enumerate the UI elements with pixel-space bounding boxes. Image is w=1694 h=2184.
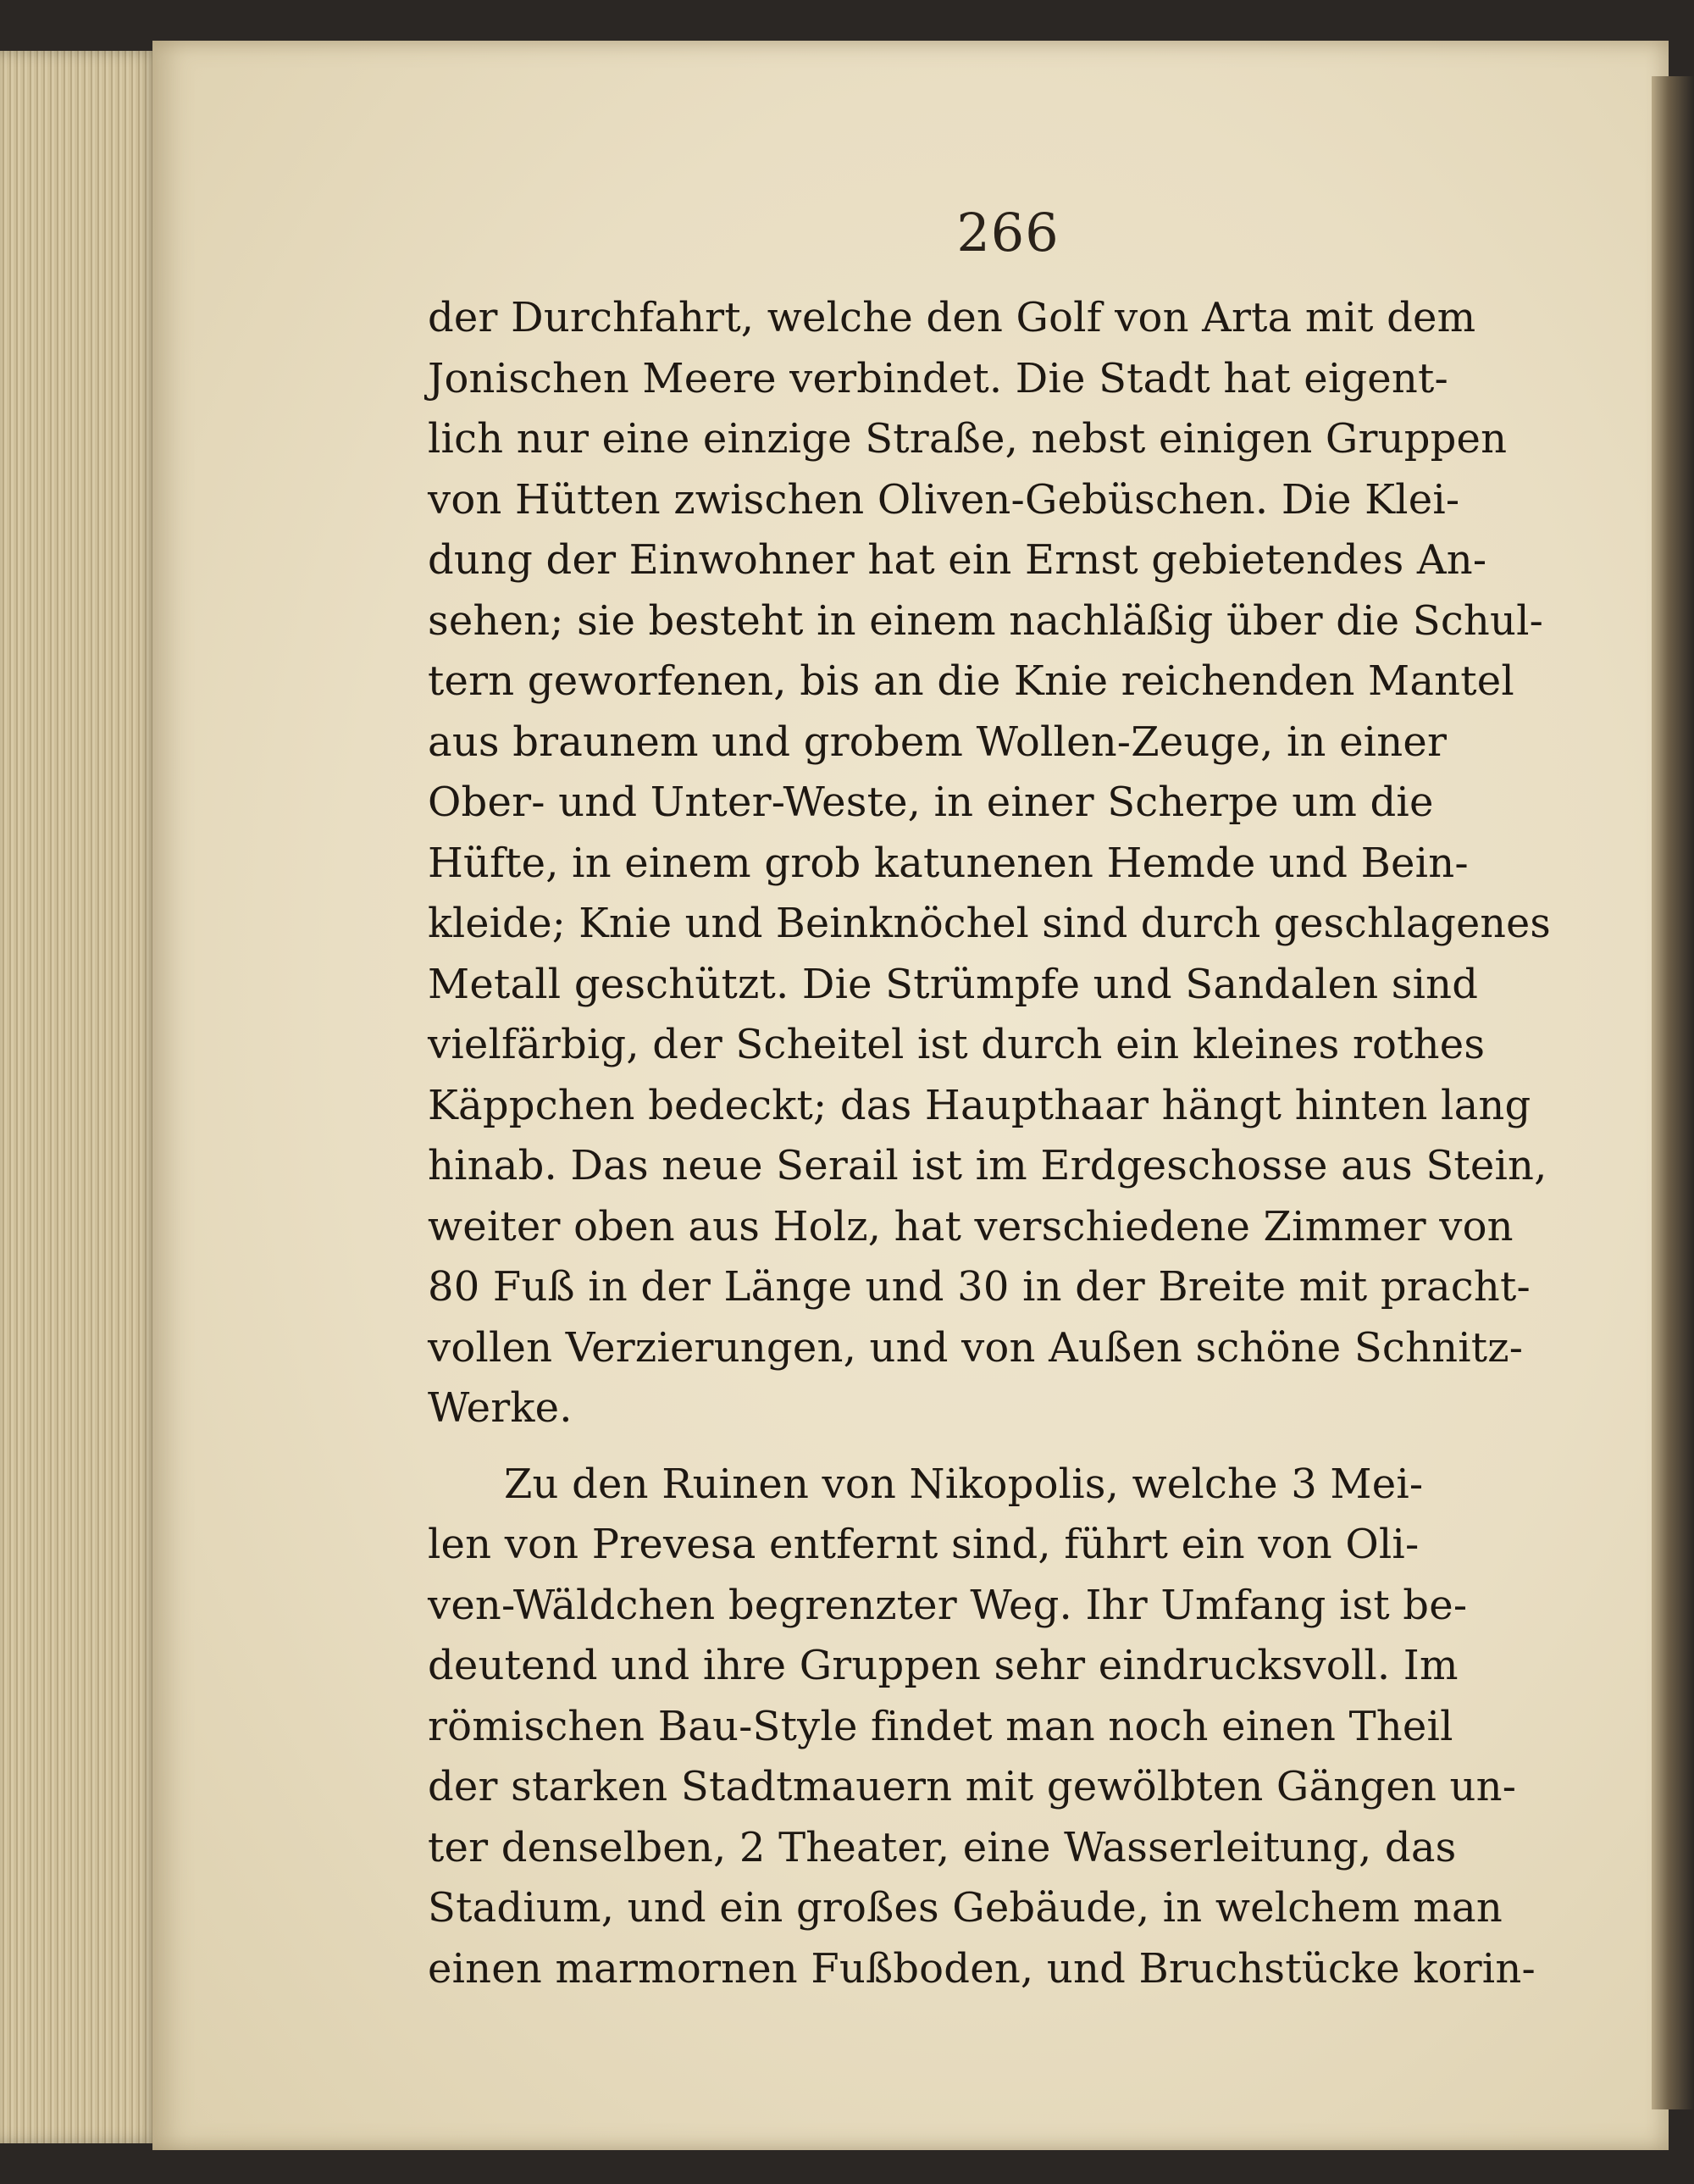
text-line: lich nur eine einzige Straße, nebst einigen Gruppen	[428, 415, 1508, 463]
text-line: kleide; Knie und Beinknöchel sind durch geschlagenes	[428, 901, 1551, 947]
text-line: vollen Verzierungen, und von Außen schöne Schnitz-	[428, 1323, 1524, 1372]
text-line: ven-Wäldchen begrenzter Weg. Ihr Umfang ist be-	[428, 1581, 1468, 1629]
text-line: deutend und ihre Gruppen sehr eindrucksvoll. Im	[428, 1642, 1459, 1689]
text-line: römischen Bau-Style findet man noch einen Theil	[428, 1702, 1453, 1750]
left-page-stack	[0, 51, 161, 2143]
text-line: tern geworfenen, bis an die Knie reichenden Mantel	[428, 657, 1514, 705]
text-line: ter denselben, 2 Theater, eine Wasserleitung, das	[428, 1823, 1457, 1871]
right-page-edge	[1652, 76, 1694, 2109]
text-line: Zu den Ruinen von Nikopolis, welche 3 Mei-	[504, 1460, 1424, 1508]
paragraph-spacer	[428, 1439, 1563, 1455]
text-line: weiter oben aus Holz, hat verschiedene Zimmer von	[428, 1202, 1514, 1250]
text-line: aus braunem und grobem Wollen-Zeuge, in einer	[428, 718, 1448, 766]
text-line: 80 Fuß in der Länge und 30 in der Breite mit pracht-	[428, 1263, 1531, 1311]
text-line: der Durchfahrt, welche den Golf von Arta mit dem	[428, 294, 1476, 341]
text-line: von Hütten zwischen Oliven-Gebüschen. Die Klei-	[428, 475, 1460, 524]
page-number: 266	[956, 202, 1060, 263]
paragraph-1	[428, 288, 1563, 1439]
text-line: Stadium, und ein großes Gebäude, in welchem man	[428, 1884, 1503, 1932]
text-line: dung der Einwohner hat ein Ernst gebietendes An-	[428, 536, 1487, 584]
text-line: Käppchen bedeckt; das Haupthaar hängt hinten lang	[428, 1081, 1531, 1129]
text-line: hinab. Das neue Serail ist im Erdgeschosse aus Stein,	[428, 1142, 1547, 1189]
text-line: Metall geschützt. Die Strümpfe und Sandalen sind	[428, 960, 1479, 1008]
text-line: vielfärbig, der Scheitel ist durch ein kleines rothes	[428, 1021, 1486, 1068]
text-line: Jonischen Meere verbindet. Die Stadt hat eigent-	[428, 354, 1448, 402]
text-line: Ober- und Unter-Weste, in einer Scherpe um die	[428, 779, 1434, 826]
text-line: len von Prevesa entfernt sind, führt ein von Oli-	[428, 1521, 1420, 1568]
paragraph-2	[428, 1455, 1563, 2000]
text-line: der starken Stadtmauern mit gewölbten Gängen un-	[428, 1763, 1517, 1810]
text-line: einen marmornen Fußboden, und Bruchstücke korin-	[428, 1944, 1536, 1993]
text-line: Werke.	[428, 1384, 573, 1432]
text-line: Hüfte, in einem grob katunenen Hemde und Bein-	[428, 839, 1469, 887]
body-text	[428, 288, 1563, 1999]
text-line: sehen; sie besteht in einem nachläßig über die Schul-	[428, 596, 1544, 645]
